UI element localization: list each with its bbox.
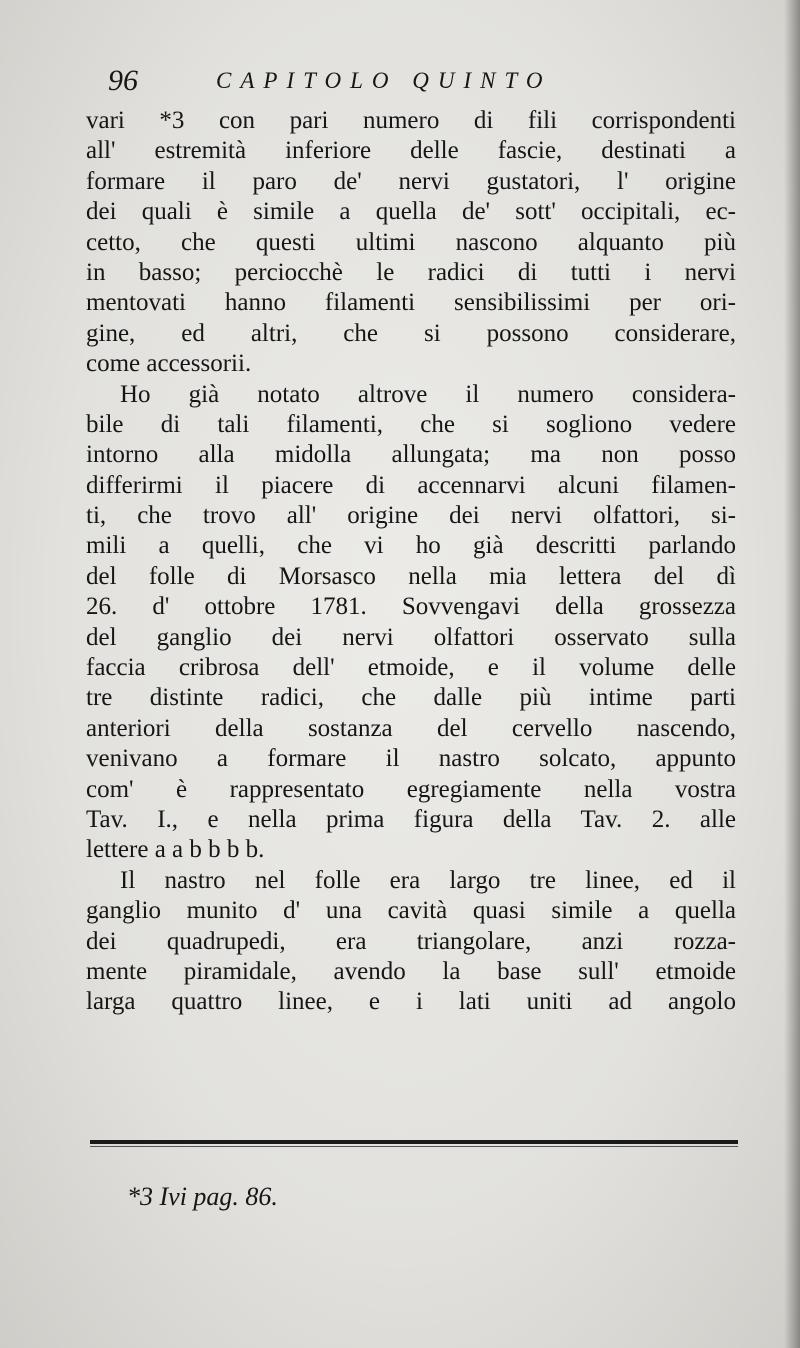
- text-line: intorno alla midolla allungata; ma non posso: [86, 441, 736, 469]
- text-line: cetto, che questi ultimi nascono alquanto più: [86, 228, 736, 256]
- footnote: *3 Ivi pag. 86.: [127, 1182, 278, 1211]
- text-line: vari *3 con pari numero di fili corrispondenti: [86, 107, 736, 134]
- text-line: bile di tali filamenti, che si sogliono vedere: [86, 410, 736, 438]
- paragraph-start-line: Ho già notato altrove il numero considera-: [120, 380, 736, 408]
- text-line: Tav. I., e nella prima figura della Tav. 2. alle: [86, 805, 736, 833]
- page-number: 96: [108, 64, 138, 97]
- text-line: venivano a formare il nastro solcato, appunto: [86, 745, 736, 773]
- text-line: 26. d' ottobre 1781. Sovvengavi della grossezza: [86, 593, 736, 621]
- text-line: faccia cribrosa dell' etmoide, e il volume delle: [86, 654, 736, 682]
- text-line: com' è rappresentato egregiamente nella vostra: [86, 775, 736, 803]
- text-line: del ganglio dei nervi olfattori osservato sulla: [86, 623, 736, 651]
- paragraph-start-line: Il nastro nel folle era largo tre linee, ed il: [120, 866, 736, 894]
- text-line: all' estremità inferiore delle fascie, destinati a: [86, 137, 736, 165]
- page-header: [108, 62, 728, 102]
- text-line: ti, che trovo all' origine dei nervi olfattori, si-: [86, 502, 736, 530]
- text-line: tre distinte radici, che dalle più intime parti: [86, 684, 736, 712]
- text-line: mente piramidale, avendo la base sull' etmoide: [86, 957, 736, 985]
- text-line: del folle di Morsasco nella mia lettera del dì: [86, 562, 736, 590]
- text-line: gine, ed altri, che si possono considerare,: [86, 319, 736, 347]
- text-line: differirmi il piacere di accennarvi alcuni filamen-: [86, 471, 736, 499]
- text-line: dei quadrupedi, era triangolare, anzi rozza-: [86, 927, 736, 955]
- text-line: lettere a a b b b b.: [86, 836, 265, 864]
- text-line: anteriori della sostanza del cervello nascendo,: [86, 714, 736, 742]
- running-head: CAPITOLO QUINTO: [216, 68, 552, 93]
- text-line: ganglio munito d' una cavità quasi simile a quella: [86, 897, 736, 925]
- footnote-rule: [90, 1140, 738, 1144]
- text-line: formare il paro de' nervi gustatori, l' origine: [86, 167, 736, 195]
- text-line: larga quattro linee, e i lati uniti ad angolo: [86, 988, 736, 1016]
- text-line: dei quali è simile a quella de' sott' occipitali, ec-: [86, 198, 736, 226]
- page-edge-shadow: [784, 0, 800, 1348]
- body-text: [86, 106, 736, 1018]
- footnote-rule-thin: [90, 1146, 738, 1147]
- text-line: in basso; perciocchè le radici di tutti i nervi: [86, 258, 736, 286]
- text-line: mentovati hanno filamenti sensibilissimi per ori-: [86, 289, 736, 317]
- text-line: come accessorii.: [86, 350, 252, 378]
- text-line: mili a quelli, che vi ho già descritti parlando: [86, 532, 736, 560]
